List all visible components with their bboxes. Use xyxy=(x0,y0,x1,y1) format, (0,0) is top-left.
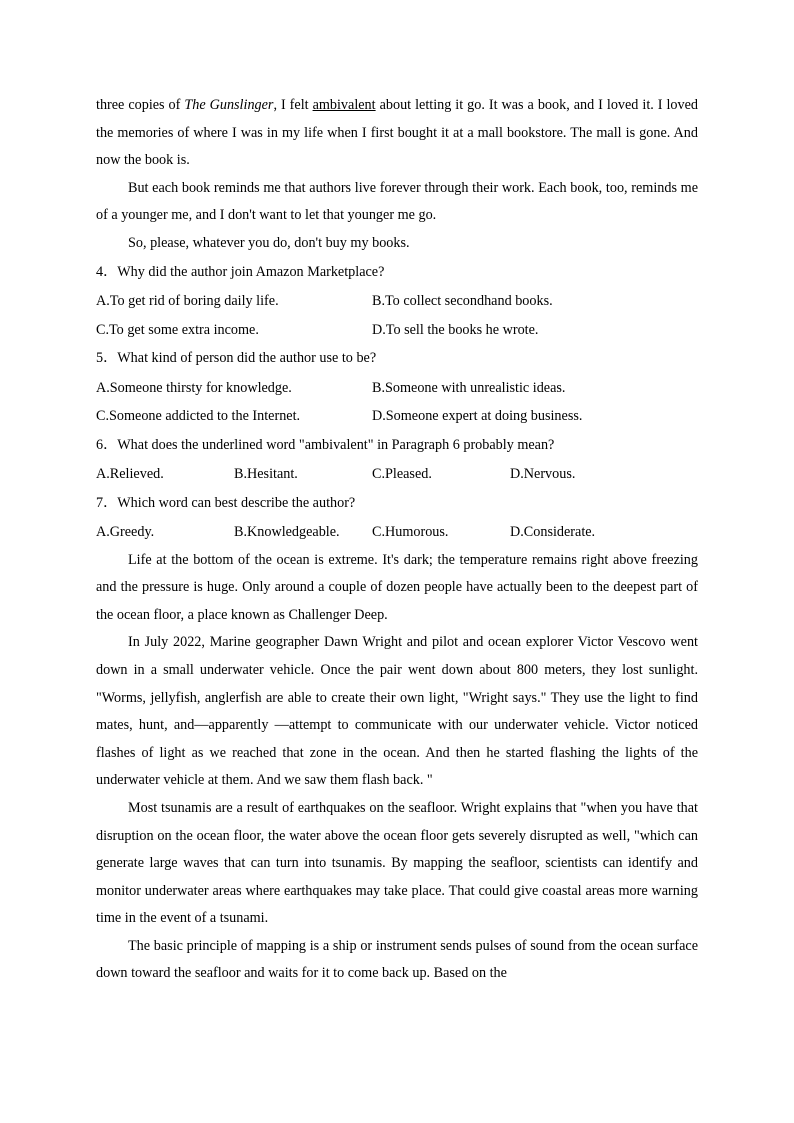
option-c: C.To get some extra income. xyxy=(96,321,259,338)
options-row xyxy=(96,374,698,403)
option-d: D.To sell the books he wrote. xyxy=(372,321,539,338)
book-title: The Gunslinger xyxy=(184,97,274,113)
passage1-paragraph-1 xyxy=(96,92,698,175)
text-span: , I felt xyxy=(273,97,313,113)
option-d: D.Someone expert at doing business. xyxy=(372,408,583,425)
passage2-paragraph-3: Most tsunamis are a result of earthquakes on the seafloor. Wright explains that "when you have that disruption on the ocean floor, the water above the ocean floor gets severely disrupted as well, "which can generate large waves that can turn into tsunamis. By mapping the seafloor, scientists can identify and monitor underwater areas where earthquakes may take place. That could give coastal areas more warning time in the event of a tsunami. xyxy=(96,799,698,927)
question-6 xyxy=(96,431,698,489)
passage1-paragraph-3: So, please, whatever you do, don't buy my books. xyxy=(128,234,410,251)
option-d: D.Considerate. xyxy=(510,524,596,541)
text-span: three copies of xyxy=(96,97,185,113)
question-stem: 4．Why did the author join Amazon Marketplace? xyxy=(96,263,385,280)
text-span: about letting it go. It was a book, and I loved it. I loved the memories of where I was in my life when I first bought it at a mall bookstore. The mall is gone. And now the book is. xyxy=(96,97,698,169)
question-7 xyxy=(96,489,698,547)
passage2-paragraph-1: Life at the bottom of the ocean is extreme. It's dark; the temperature remains right above freezing and the pressure is huge. Only around a couple of dozen people have actually been to the deepest part of the ocean floor, a place known as Challenger Deep. xyxy=(96,551,698,623)
option-a: A.Greedy. xyxy=(96,524,155,541)
option-c: C.Pleased. xyxy=(372,466,432,483)
option-b: B.Hesitant. xyxy=(234,466,298,483)
option-b: B.To collect secondhand books. xyxy=(372,293,553,310)
option-b: B.Someone with unrealistic ideas. xyxy=(372,379,566,396)
passage2-paragraph-2: In July 2022, Marine geographer Dawn Wright and pilot and ocean explorer Victor Vescovo went down in a small underwater vehicle. Once the pair went down about 800 meters, they lost sunlight. "Worms, jellyfish, anglerfish are able to create their own light, "Wright says." They use the light to find mates, hunt, and—apparently —attempt to communicate with our underwater vehicle. Victor noticed flashes of light as we reached that zone in the ocean. And then he started flashing the lights of the underwater vehicle at them. And we saw them flash back. " xyxy=(96,634,698,789)
options-row xyxy=(96,518,698,547)
options-row xyxy=(96,402,698,431)
document-page xyxy=(96,92,698,988)
option-a: A.Someone thirsty for knowledge. xyxy=(96,379,292,396)
option-a: A.Relieved. xyxy=(96,466,164,483)
question-stem: 6．What does the underlined word "ambivalent" in Paragraph 6 probably mean? xyxy=(96,436,555,453)
option-c: C.Humorous. xyxy=(372,524,449,541)
option-c: C.Someone addicted to the Internet. xyxy=(96,408,301,425)
passage1-paragraph-2: But each book reminds me that authors live forever through their work. Each book, too, reminds me of a younger me, and I don't want to let that younger me go. xyxy=(96,179,698,224)
options-row xyxy=(96,460,698,489)
question-stem: 7．Which word can best describe the author? xyxy=(96,494,356,511)
option-a: A.To get rid of boring daily life. xyxy=(96,293,279,310)
question-5 xyxy=(96,344,698,431)
option-d: D.Nervous. xyxy=(510,466,576,483)
underlined-word: ambivalent xyxy=(312,97,376,113)
passage2-paragraph-4: The basic principle of mapping is a ship or instrument sends pulses of sound from the ocean surface down toward the seafloor and waits for it to come back up. Based on the xyxy=(96,937,698,982)
options-row xyxy=(96,316,698,345)
option-b: B.Knowledgeable. xyxy=(234,524,340,541)
question-4 xyxy=(96,258,698,345)
question-stem: 5．What kind of person did the author use to be? xyxy=(96,350,377,367)
options-row xyxy=(96,287,698,316)
